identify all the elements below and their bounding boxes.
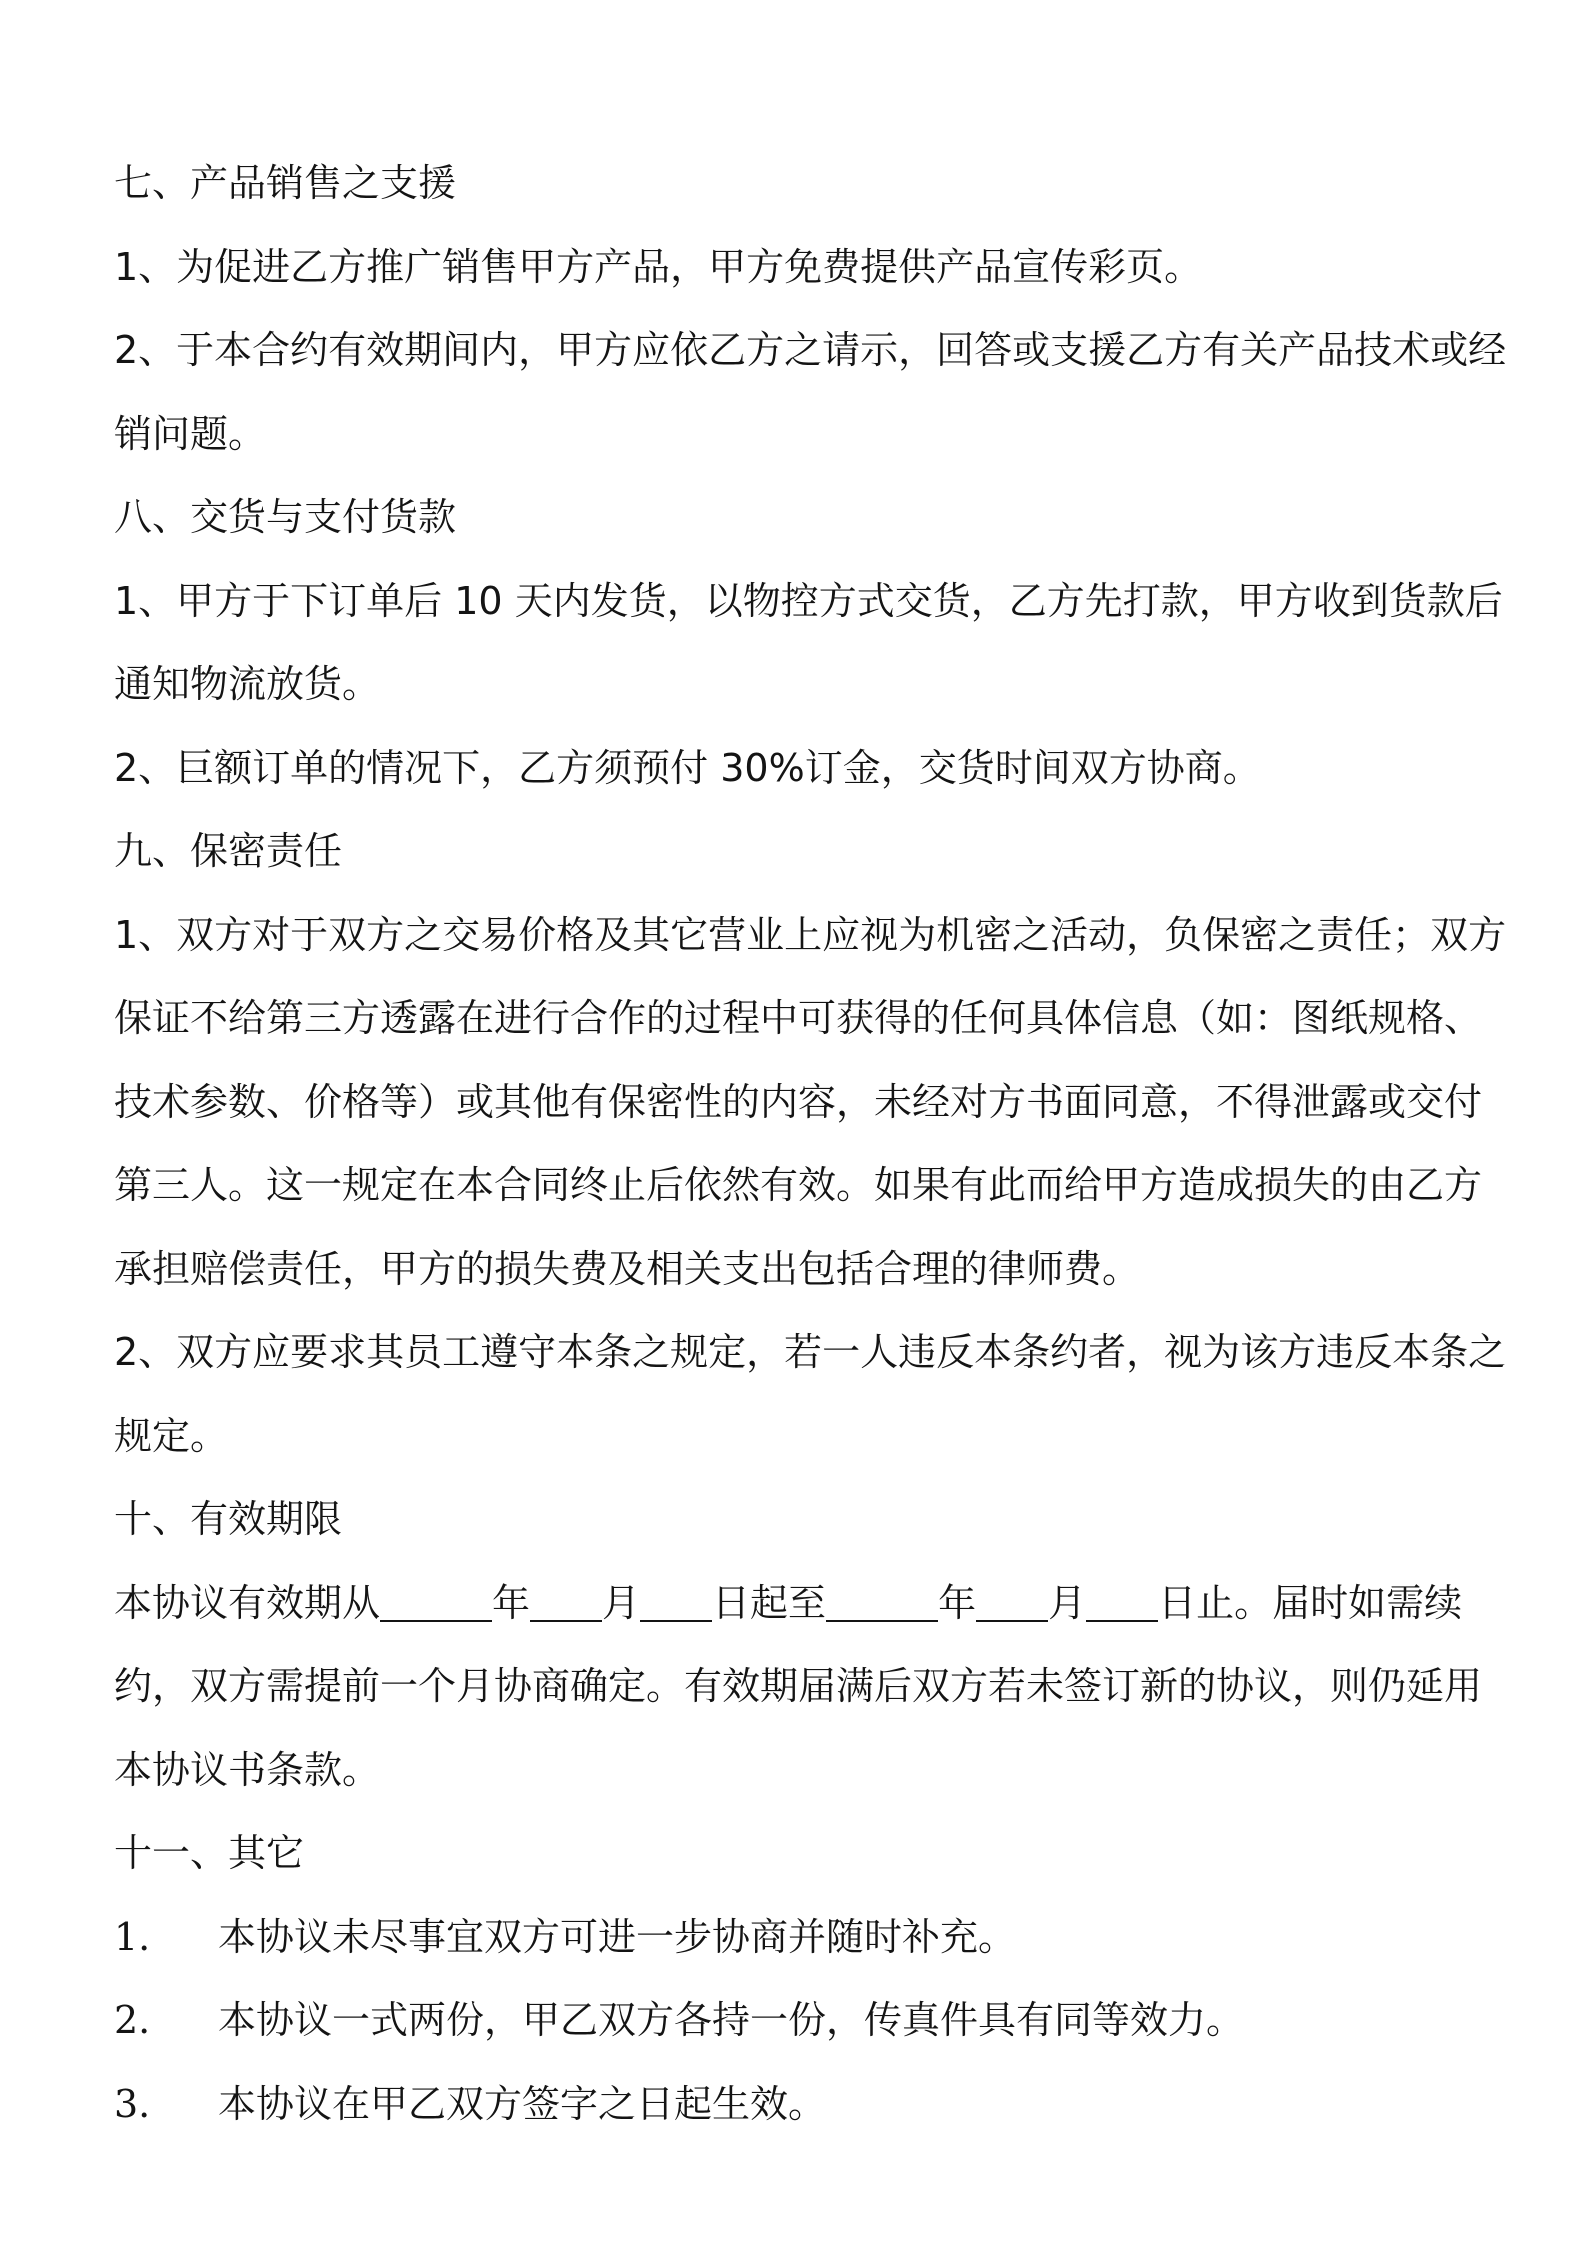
section-9-clause-1-line-1: 1、双方对于双方之交易价格及其它营业上应视为机密之活动，负保密之责任；双方	[114, 912, 1507, 957]
list-item-text: 本协议未尽事宜双方可进一步协商并随时补充。	[218, 1914, 1017, 1959]
section-9-heading: 九、保密责任	[114, 829, 343, 873]
section-9-clause-1-line-4: 第三人。这一规定在本合同终止后依然有效。如果有此而给甲方造成损失的由乙方	[114, 1163, 1483, 1207]
end-month-blank[interactable]	[976, 1580, 1048, 1622]
section-9-clause-1-line-3: 技术参数、价格等）或其他有保密性的内容，未经对方书面同意，不得泄露或交付	[114, 1079, 1483, 1124]
section-9-clause-2-line-1: 2、双方应要求其员工遵守本条之规定，若一人违反本条约者，视为该方违反本条之	[114, 1330, 1507, 1374]
day-label-1: 日起至	[712, 1580, 827, 1625]
section-9-clause-1-line-2: 保证不给第三方透露在进行合作的过程中可获得的任何具体信息（如：图纸规格、	[114, 996, 1483, 1040]
list-item-text: 本协议在甲乙双方签字之日起生效。	[218, 2081, 827, 2126]
list-item-number: 3.	[114, 2081, 151, 2126]
end-day-blank[interactable]	[1086, 1580, 1158, 1622]
start-year-blank[interactable]	[380, 1580, 492, 1622]
start-day-blank[interactable]	[640, 1580, 712, 1622]
section-8-clause-2: 2、巨额订单的情况下，乙方须预付 30%订金，交货时间双方协商。	[114, 745, 1261, 790]
section-10-line-3: 本协议书条款。	[114, 1747, 381, 1792]
day-label-2: 日止。届时如需续	[1158, 1580, 1463, 1625]
section-8-clause-1-line-1: 1、甲方于下订单后 10 天内发货，以物控方式交货，乙方先打款，甲方收到货款后	[114, 578, 1503, 623]
section-7-clause-1: 1、为促进乙方推广销售甲方产品，甲方免费提供产品宣传彩页。	[114, 244, 1203, 289]
list-item	[114, 2063, 1494, 2147]
validity-text-from: 本协议有效期从	[114, 1580, 381, 1625]
list-item-number: 1.	[114, 1914, 151, 1959]
section-7-clause-2-line-2: 销问题。	[114, 411, 267, 456]
list-item-text: 本协议一式两份，甲乙双方各持一份，传真件具有同等效力。	[218, 1998, 1245, 2042]
section-10-line-2: 约，双方需提前一个月协商确定。有效期届满后双方若未签订新的协议，则仍延用	[114, 1664, 1483, 1708]
list-item	[114, 1979, 1494, 2063]
month-label-2: 月	[1048, 1580, 1087, 1625]
section-7-heading: 七、产品销售之支援	[114, 161, 457, 205]
section-10-heading: 十、有效期限	[114, 1497, 343, 1541]
document-body	[114, 142, 1507, 2146]
start-month-blank[interactable]	[530, 1580, 602, 1622]
list-item	[114, 1896, 1494, 1980]
year-label-1: 年	[492, 1580, 531, 1625]
end-year-blank[interactable]	[826, 1580, 938, 1622]
validity-period-line	[114, 1562, 1494, 1646]
section-9-clause-2-line-2: 规定。	[114, 1413, 229, 1458]
month-label-1: 月	[602, 1580, 641, 1625]
section-7-clause-2-line-1: 2、于本合约有效期间内，甲方应依乙方之请示，回答或支援乙方有关产品技术或经	[114, 328, 1507, 372]
section-8-heading: 八、交货与支付货款	[114, 495, 457, 539]
section-11-heading: 十一、其它	[114, 1831, 305, 1875]
section-9-clause-1-line-5: 承担赔偿责任，甲方的损失费及相关支出包括合理的律师费。	[114, 1246, 1141, 1291]
list-item-number: 2.	[114, 1998, 151, 2042]
section-8-clause-1-line-2: 通知物流放货。	[114, 662, 381, 706]
year-label-2: 年	[938, 1580, 977, 1625]
